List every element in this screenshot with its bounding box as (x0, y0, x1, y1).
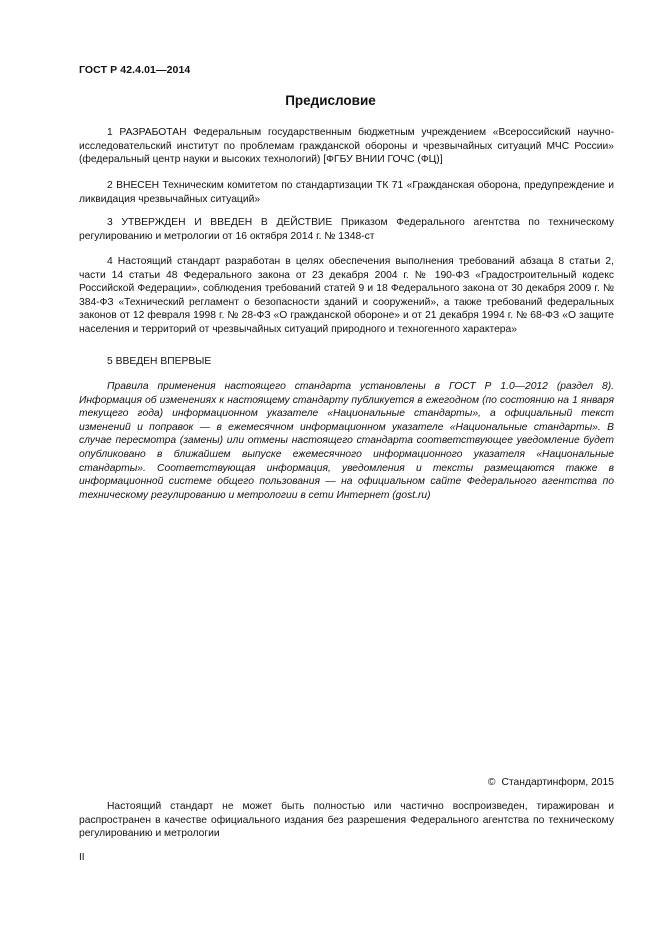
paragraph-introduced-first (79, 355, 614, 369)
paragraph-developed-by (79, 126, 614, 167)
paragraph-text: 5 ВВЕДЕН ВПЕРВЫЕ (107, 356, 212, 367)
paragraph-text: 4 Настоящий стандарт разработан в целях обеспечения выполнения требований абзаца 8 статьи 2, части 14 статьи 48 Федерального закона от 23 декабря 2004 г. № 190-ФЗ «Градостроительный кодекс Российской Федерации», соблюдения требований статей 9 и 18 Федерального закона от 30 декабря 2009 г. № 384-ФЗ «Технический регламент о безопасности зданий и сооружений», а также требований федеральных законов от 12 февраля 1998 г. № 28-ФЗ «О гражданской обороне» и от 21 декабря 1994 г. № 68-ФЗ «О защите населения и территорий от чрезвычайных ситуаций природного и техногенного характера» (79, 256, 614, 335)
paragraph-text: 3 УТВЕРЖДЕН И ВВЕДЕН В ДЕЙСТВИЕ Приказом Федерального агентства по техническому регулированию и метрологии от 16 октября 2014 г. № 1348-ст (79, 217, 614, 242)
copyright-text: Стандартинформ, 2015 (501, 777, 614, 788)
notice-text: Настоящий стандарт не может быть полностью или частично воспроизведен, тиражирован и распространен в качестве официального издания без разрешения Федерального агентства по техническому регулированию и метрологии (79, 801, 614, 840)
copyright-line (488, 777, 614, 788)
paragraph-text: Правила применения настоящего стандарта установлены в ГОСТ Р 1.0—2012 (раздел 8). Информация об изменениях к настоящему стандарту публикуется в ежегодном (по состоянию на 1 января текущего года) информационном указателе «Национальные стандарты», а официальный текст изменений и поправок — в ежемесячном информационном указателе «Национальные стандарты». В случае пересмотра (замены) или отмены настоящего стандарта соответствующее уведомление будет опубликовано в ближайшем выпуске ежемесячного информационного указателя «Национальные стандарты». Соответствующая информация, уведомления и тексты размещаются также в информационной системе общего пользования — на официальном сайте Федерального агентства по техническому регулированию и метрологии в сети Интернет (gost.ru) (79, 381, 614, 501)
page-title: Предисловие (285, 93, 376, 108)
paragraph-text: 2 ВНЕСЕН Техническим комитетом по стандартизации ТК 71 «Гражданская оборона, предупреждение и ликвидация чрезвычайных ситуаций» (79, 180, 614, 205)
paragraph-application-rules (79, 380, 614, 502)
paragraph-purpose (79, 255, 614, 337)
paragraph-approved (79, 216, 614, 243)
reproduction-notice (79, 800, 614, 841)
standard-code-header: ГОСТ Р 42.4.01—2014 (79, 64, 191, 76)
paragraph-submitted-by (79, 179, 614, 206)
page-number: II (79, 852, 85, 863)
copyright-symbol: © (487, 777, 496, 788)
paragraph-text: 1 РАЗРАБОТАН Федеральным государственным бюджетным учреждением «Всероссийский научно-исследовательский институт по проблемам гражданской обороны и чрезвычайных ситуаций МЧС России» (федеральный центр науки и высоких технологий) [ФГБУ ВНИИ ГОЧС (ФЦ)] (79, 127, 614, 166)
